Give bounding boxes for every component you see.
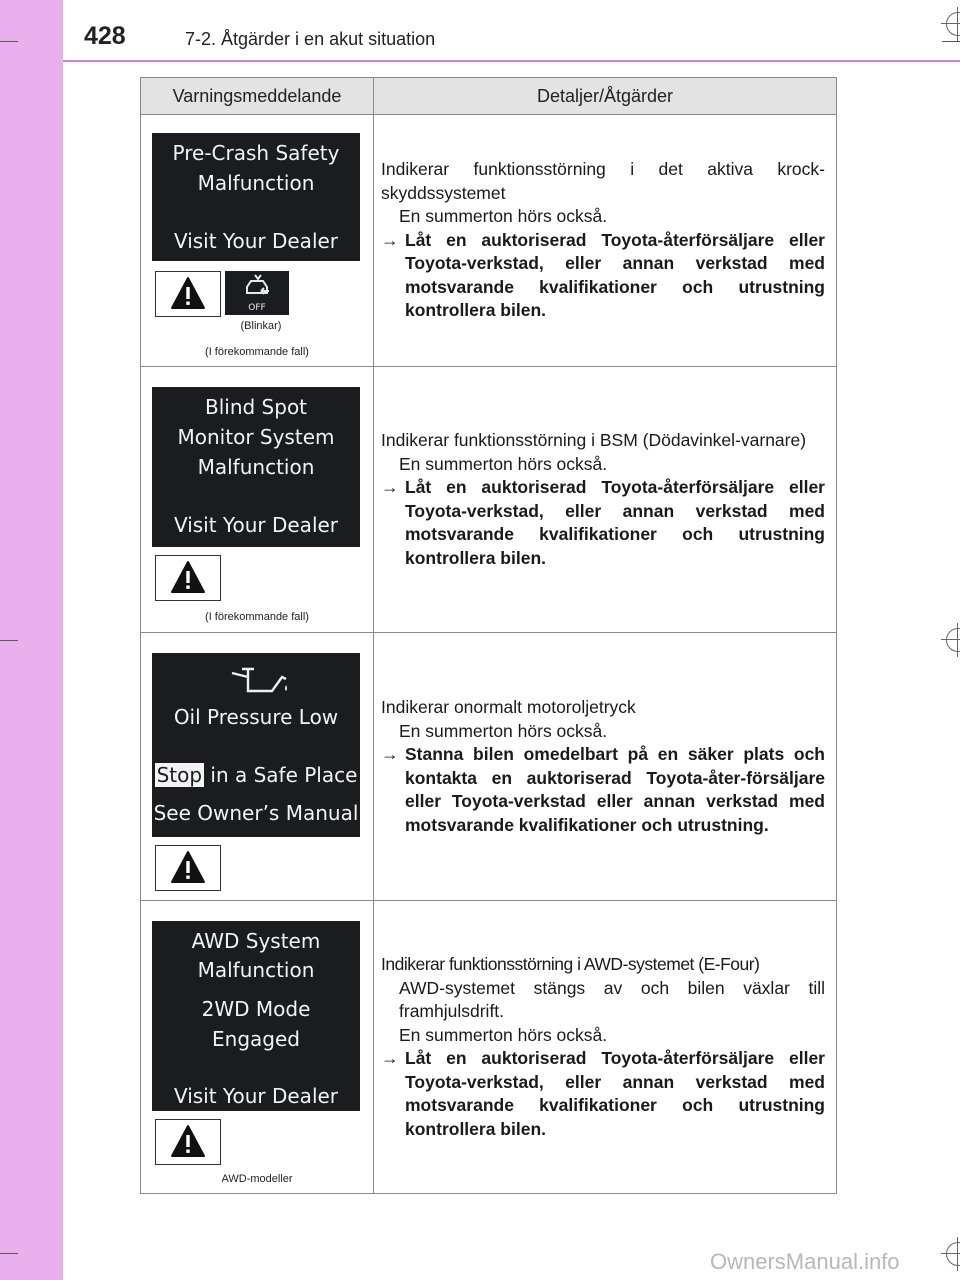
registration-mark <box>946 1242 960 1266</box>
action-text: → Låt en auktoriserad Toyota-återförsäljare eller Toyota-verkstad, eller annan verkstad med motsvarande kvalifikationer och utrustning kontrollera bilen. <box>381 229 825 321</box>
table-row <box>141 633 837 901</box>
arrow-icon: → <box>381 229 399 250</box>
action-text: → Låt en auktoriserad Toyota-återförsäljare eller Toyota-verkstad, eller annan verkstad med motsvarande kvalifikationer och utrustning kontrollera bilen. <box>381 477 825 568</box>
table-row <box>141 115 837 367</box>
warning-triangle-icon <box>155 271 221 317</box>
pre-crash-off-icon <box>225 271 289 315</box>
row-caption: (I förekommande fall) <box>205 611 309 623</box>
warning-triangle-icon <box>155 555 221 601</box>
svg-text:OFF: OFF <box>248 303 266 313</box>
row-caption: (I förekommande fall) <box>205 346 309 358</box>
registration-mark <box>946 12 960 36</box>
col-details: Detaljer/Åtgärder <box>374 78 837 115</box>
watermark: OwnersManual.info <box>710 1249 900 1274</box>
icon-caption: (Blinkar) <box>240 320 282 332</box>
warning-table <box>140 77 837 1194</box>
row-description: Indikerar funktionsstörning i det aktiva krock-skyddssystemet En summerton hörs också. → Låt en auktoriserad Toyota-återförsäljare eller Toyota-verkstad, eller annan verkstad med motsvarande kvalifikationer och utrustning kontrollera bilen. <box>381 158 825 323</box>
warning-triangle-icon <box>155 845 221 891</box>
crop-mark <box>0 640 18 641</box>
display-blind-spot-monitor: Blind Spot Monitor System Malfunction Visit Your Dealer <box>152 387 360 547</box>
arrow-icon: → <box>381 477 399 497</box>
row-description: Indikerar onormalt motoroljetryck En summerton hörs också. → Stanna bilen omedelbart på en säker plats och kontakta en auktoriserad Toyota-åter-försäljare eller Toyota-verkstad eller annan verkstad med motsvarande kvalifikationer och utrustning. <box>381 696 825 837</box>
action-text: → Stanna bilen omedelbart på en säker plats och kontakta en auktoriserad Toyota-åter-försäljare eller Toyota-verkstad eller annan verkstad med motsvarande kvalifikationer och utrustning. <box>381 744 825 835</box>
section-title: 7-2. Åtgärder i en akut situation <box>185 29 436 49</box>
warning-triangle-icon <box>155 1119 221 1165</box>
table-row <box>141 901 837 1194</box>
crop-mark <box>942 41 960 42</box>
crop-mark <box>0 41 18 42</box>
display-awd-system: AWD System Malfunction 2WD Mode Engaged Visit Your Dealer <box>152 921 360 1111</box>
arrow-icon: → <box>381 744 399 764</box>
header-rule <box>63 60 960 62</box>
crop-mark <box>0 1253 18 1254</box>
row-caption: AWD-modeller <box>221 1173 293 1185</box>
registration-mark <box>946 628 960 652</box>
oil-can-icon <box>228 663 288 695</box>
col-message: Varningsmeddelande <box>141 78 374 115</box>
page-number: 428 <box>84 22 126 50</box>
display-pre-crash-safety: Pre-Crash Safety Malfunction Visit Your Dealer <box>152 133 360 261</box>
table-row <box>141 367 837 633</box>
arrow-icon: → <box>381 1048 399 1068</box>
action-text: → Låt en auktoriserad Toyota-återförsäljare eller Toyota-verkstad, eller annan verkstad med motsvarande kvalifikationer och utrustning kontrollera bilen. <box>381 1048 825 1139</box>
row-description: Indikerar funktionsstörning i AWD-systemet (E-Four) AWD-systemet stängs av och bilen växlar till framhjulsdrift. En summerton hörs också. → Låt en auktoriserad Toyota-återförsäljare eller Toyota-verkstad, eller annan verkstad med motsvarande kvalifikationer och utrustning kontrollera bilen. <box>381 953 825 1141</box>
display-oil-pressure-low: Oil Pressure Low Stop in a Safe Place See Owner’s Manual <box>152 653 360 837</box>
table-header <box>141 78 837 115</box>
row-description: Indikerar funktionsstörning i BSM (Dödavinkel-varnare) En summerton hörs också. → Låt en auktoriserad Toyota-återförsäljare eller Toyota-verkstad, eller annan verkstad med motsvarande kvalifikationer och utrustning kontrollera bilen. <box>381 429 825 570</box>
